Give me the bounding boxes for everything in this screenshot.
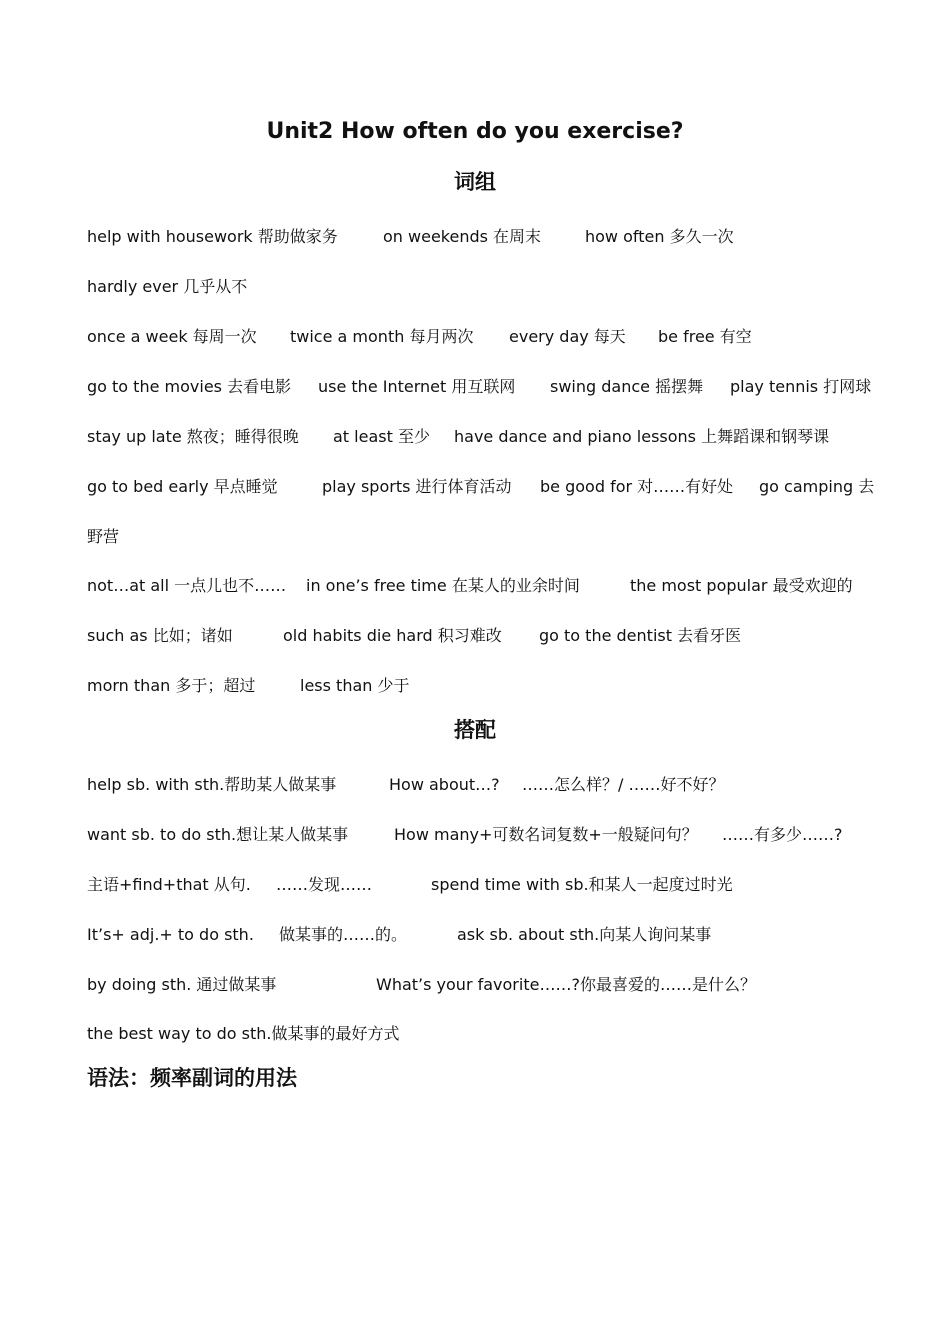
grammar-heading: 语法：频率副词的用法 bbox=[87, 1066, 297, 1090]
phrase-item: be good for 对……有好处 bbox=[540, 477, 734, 496]
phrase-item: go to the dentist 去看牙医 bbox=[539, 626, 742, 645]
phrase-item: stay up late 熬夜；睡得很晚 bbox=[87, 427, 299, 446]
collocation-item: 主语+find+that 从句. bbox=[87, 875, 251, 894]
phrase-item: use the Internet 用互联网 bbox=[318, 377, 516, 396]
phrase-item: play sports 进行体育活动 bbox=[322, 477, 512, 496]
phrase-item: once a week 每周一次 bbox=[87, 327, 257, 346]
collocation-item: What’s your favorite……?你最喜爱的……是什么？ bbox=[376, 975, 756, 994]
phrase-item: old habits die hard 积习难改 bbox=[283, 626, 502, 645]
phrase-item: go camping 去 bbox=[759, 477, 875, 496]
phrase-item: less than 少于 bbox=[300, 676, 410, 695]
collocation-item: ……发现…… bbox=[276, 875, 373, 894]
phrase-item: go to bed early 早点睡觉 bbox=[87, 477, 278, 496]
collocation-item: spend time with sb.和某人一起度过时光 bbox=[431, 875, 733, 894]
collocation-item: 做某事的……的。 bbox=[279, 925, 408, 944]
collocation-item: How about…? bbox=[389, 775, 500, 794]
page-title: Unit2 How often do you exercise? bbox=[266, 119, 684, 144]
collocation-item: by doing sth. 通过做某事 bbox=[87, 975, 277, 994]
collocation-item: ……有多少……? bbox=[722, 825, 843, 844]
collocation-item: It’s+ adj.+ to do sth. bbox=[87, 925, 254, 944]
phrases-heading: 词组 bbox=[454, 170, 496, 194]
phrase-item: on weekends 在周末 bbox=[383, 227, 542, 246]
collocation-item: help sb. with sth.帮助某人做某事 bbox=[87, 775, 337, 794]
phrase-item: every day 每天 bbox=[509, 327, 626, 346]
collocation-item: ask sb. about sth.向某人询问某事 bbox=[457, 925, 712, 944]
phrase-item: how often 多久一次 bbox=[585, 227, 734, 246]
collocation-item: want sb. to do sth.想让某人做某事 bbox=[87, 825, 349, 844]
collocations-heading: 搭配 bbox=[454, 718, 496, 742]
collocation-item: ……怎么样？/ ……好不好？ bbox=[522, 775, 725, 794]
collocation-item: the best way to do sth.做某事的最好方式 bbox=[87, 1024, 400, 1043]
phrase-item: go to the movies 去看电影 bbox=[87, 377, 292, 396]
collocation-item: How many+可数名词复数+一般疑问句？ bbox=[394, 825, 698, 844]
phrase-item: morn than 多于；超过 bbox=[87, 676, 256, 695]
phrase-item: 野营 bbox=[87, 527, 120, 546]
phrase-item: play tennis 打网球 bbox=[730, 377, 872, 396]
phrase-item: such as 比如；诸如 bbox=[87, 626, 233, 645]
phrase-item: help with housework 帮助做家务 bbox=[87, 227, 338, 246]
phrase-item: twice a month 每月两次 bbox=[290, 327, 474, 346]
phrase-item: have dance and piano lessons 上舞蹈课和钢琴课 bbox=[454, 427, 830, 446]
phrase-item: the most popular 最受欢迎的 bbox=[630, 576, 853, 595]
phrase-item: swing dance 摇摆舞 bbox=[550, 377, 704, 396]
phrase-item: be free 有空 bbox=[658, 327, 752, 346]
phrase-item: in one’s free time 在某人的业余时间 bbox=[306, 576, 580, 595]
phrase-item: not…at all 一点儿也不…… bbox=[87, 576, 287, 595]
phrase-item: hardly ever 几乎从不 bbox=[87, 277, 248, 296]
phrase-item: at least 至少 bbox=[333, 427, 430, 446]
